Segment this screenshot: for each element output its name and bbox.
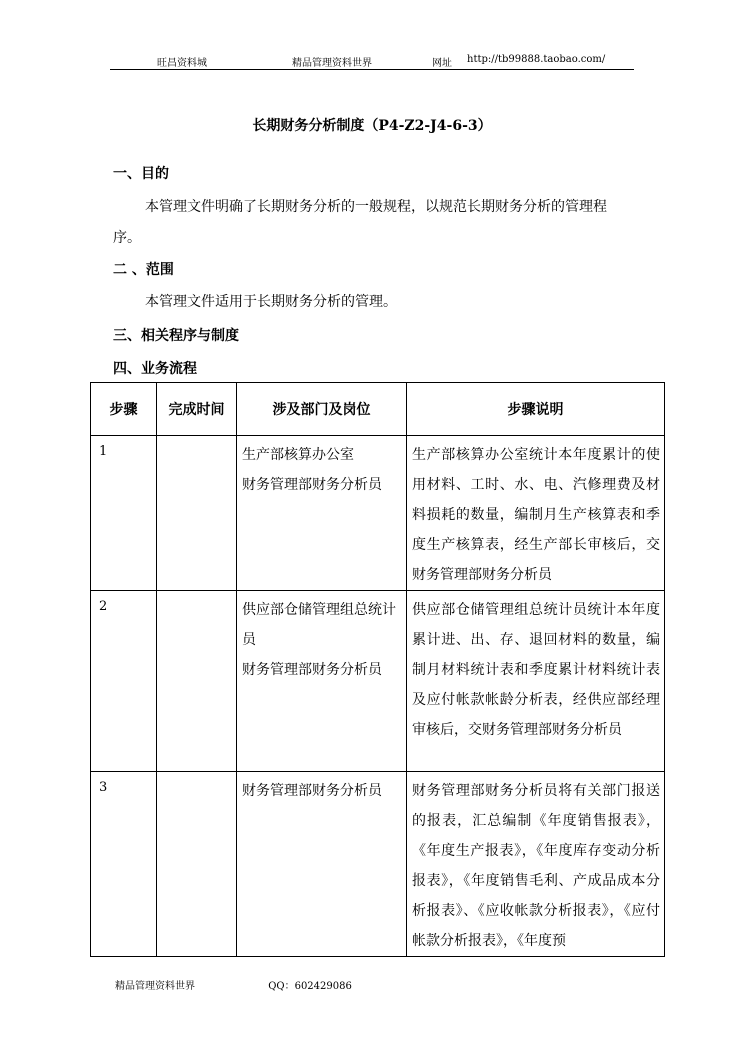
section-heading-procedures: 三、相关程序与制度 bbox=[113, 328, 239, 344]
document-title: 长期财务分析制度（P4-Z2-J4-6-3） bbox=[252, 118, 492, 134]
header-world-name: 精品管理资料世界 bbox=[292, 58, 372, 69]
purpose-text-line1: 本管理文件明确了长期财务分析的一般规程，以规范长期财务分析的管理程 bbox=[145, 199, 607, 215]
header-shop-name: 旺昌资料城 bbox=[157, 58, 207, 69]
header-time: 完成时间 bbox=[157, 383, 237, 436]
table-header-row bbox=[91, 383, 665, 436]
header-url-label: 网址 bbox=[432, 58, 452, 69]
step-description: 供应部仓储管理组总统计员统计本年度累计进、出、存、退回材料的数量，编制月材料统计表和季度累计材料统计表及应付帐款帐龄分析表，经供应部经理审核后，交财务管理部财务分析员 bbox=[412, 602, 660, 738]
header-url[interactable]: http://tb99888.taobao.com/ bbox=[467, 54, 606, 65]
completion-time bbox=[157, 591, 236, 595]
dept-position: 生产部核算办公室 bbox=[242, 447, 354, 463]
footer-world-name: 精品管理资料世界 bbox=[115, 981, 195, 992]
dept-position: 供应部仓储管理组总统计员 bbox=[242, 602, 396, 648]
table-row bbox=[91, 772, 665, 957]
completion-time bbox=[157, 436, 236, 440]
step-description: 财务管理部财务分析员将有关部门报送的报表，汇总编制《年度销售报表》，《年度生产报表》，《年度库存变动分析报表》，《年度销售毛利、产成品成本分析报表》、《应收帐款分析报表》，《应付帐款分析报表》，《年度预 bbox=[412, 783, 660, 949]
scope-text: 本管理文件适用于长期财务分析的管理。 bbox=[145, 294, 397, 310]
workflow-table bbox=[90, 382, 665, 957]
footer-qq: QQ：602429086 bbox=[268, 981, 352, 992]
section-heading-workflow: 四、业务流程 bbox=[113, 361, 197, 377]
dept-position: 财务管理部财务分析员 bbox=[242, 783, 382, 799]
table-row bbox=[91, 436, 665, 591]
dept-position: 财务管理部财务分析员 bbox=[242, 477, 382, 493]
header-description: 步骤说明 bbox=[407, 383, 665, 436]
header-dept: 涉及部门及岗位 bbox=[237, 383, 407, 436]
step-number: 1 bbox=[99, 444, 108, 459]
step-number: 2 bbox=[99, 599, 108, 614]
purpose-text-line2: 序。 bbox=[113, 230, 141, 246]
dept-position: 财务管理部财务分析员 bbox=[242, 662, 382, 678]
table-row bbox=[91, 591, 665, 772]
page-header bbox=[110, 52, 634, 70]
header-step: 步骤 bbox=[91, 383, 157, 436]
completion-time bbox=[157, 772, 236, 776]
section-heading-scope: 二 、范围 bbox=[113, 262, 174, 278]
section-heading-purpose: 一、目的 bbox=[113, 166, 169, 182]
page-footer bbox=[115, 977, 422, 992]
step-description: 生产部核算办公室统计本年度累计的使用材料、工时、水、电、汽修理费及材料损耗的数量，编制月生产核算表和季度生产核算表，经生产部长审核后，交财务管理部财务分析员 bbox=[412, 447, 660, 583]
step-number: 3 bbox=[99, 780, 108, 795]
